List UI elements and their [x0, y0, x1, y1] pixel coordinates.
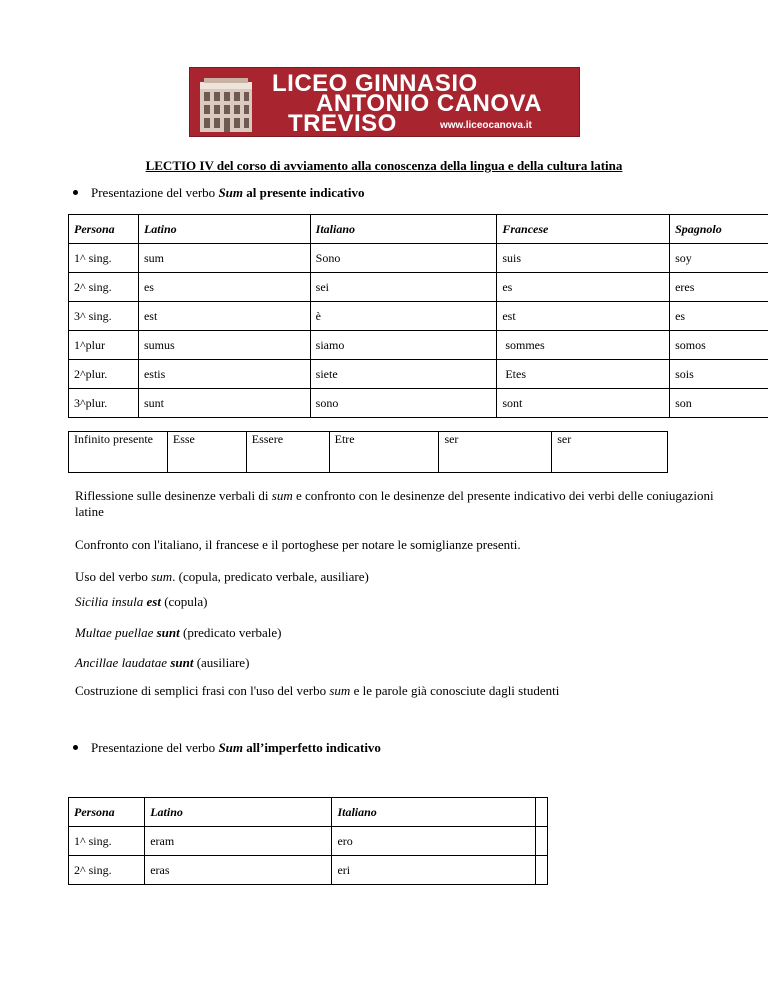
infinito-cell: ser	[439, 432, 552, 473]
table-cell: siete	[310, 360, 497, 389]
table-cell: sono	[310, 389, 497, 418]
table-cell: sont	[497, 389, 670, 418]
table-cell: sum	[138, 244, 310, 273]
banner-line1: LICEO GINNASIO	[272, 70, 478, 97]
table-row	[69, 331, 768, 360]
table-cell: es	[670, 302, 768, 331]
example-ausiliare: Ancillae laudatae sunt (ausiliare)	[75, 655, 250, 670]
column-header: Italiano	[310, 215, 497, 244]
table-header-row	[69, 215, 768, 244]
banner-line2: ANTONIO CANOVA	[316, 90, 543, 117]
table-cell: est	[497, 302, 670, 331]
table-row	[69, 856, 548, 885]
column-header	[536, 798, 548, 827]
table-cell: eram	[145, 827, 332, 856]
paragraph-confronto: Confronto con l'italiano, il francese e il portoghese per notare le somiglianze presenti.	[75, 537, 521, 552]
column-header: Latino	[145, 798, 332, 827]
building-icon	[198, 74, 254, 132]
table-sum-imperfetto	[68, 797, 548, 885]
paragraph-uso: Uso del verbo sum. (copula, predicato verbale, ausiliare)	[75, 569, 369, 584]
table-row	[69, 360, 768, 389]
table-cell: siamo	[310, 331, 497, 360]
table-cell: eres	[670, 273, 768, 302]
column-header: Spagnolo	[670, 215, 768, 244]
column-header: Persona	[69, 798, 145, 827]
infinito-label: Infinito presente	[69, 432, 168, 473]
column-header: Francese	[497, 215, 670, 244]
table-cell: suis	[497, 244, 670, 273]
table-cell: eras	[145, 856, 332, 885]
table-header-row	[69, 798, 548, 827]
infinito-cell: Esse	[167, 432, 246, 473]
table-cell: Etes	[497, 360, 670, 389]
infinito-cell: Essere	[246, 432, 329, 473]
example-copula: Sicilia insula est (copula)	[75, 594, 208, 609]
table-cell: soy	[670, 244, 768, 273]
table-cell	[536, 827, 548, 856]
table-cell: sunt	[138, 389, 310, 418]
table-cell: 2^ sing.	[69, 273, 139, 302]
table-cell: 2^plur.	[69, 360, 139, 389]
table-row	[69, 302, 768, 331]
table-cell	[536, 856, 548, 885]
table-cell: sommes	[497, 331, 670, 360]
table-cell: Sono	[310, 244, 497, 273]
paragraph-riflessione: Riflessione sulle desinenze verbali di sum e confronto con le desinenze del presente indicativo dei verbi delle coniugazioni latine	[75, 488, 714, 519]
table-cell: 1^ sing.	[69, 827, 145, 856]
table-row	[69, 827, 548, 856]
table-cell: 3^plur.	[69, 389, 139, 418]
table-cell: es	[497, 273, 670, 302]
table-cell: est	[138, 302, 310, 331]
banner-url: www.liceocanova.it	[440, 120, 532, 131]
table-cell: 1^plur	[69, 331, 139, 360]
paragraph-costruzione: Costruzione di semplici frasi con l'uso del verbo sum e le parole già conosciute dagli studenti	[75, 683, 560, 698]
column-header: Latino	[138, 215, 310, 244]
table-sum-presente	[68, 214, 768, 418]
lesson-title: LECTIO IV del corso di avviamento alla conoscenza della lingua e della cultura latina	[145, 158, 623, 173]
table-cell: son	[670, 389, 768, 418]
table-row	[69, 273, 768, 302]
table-row	[69, 389, 768, 418]
school-banner-logo	[189, 67, 580, 137]
column-header: Persona	[69, 215, 139, 244]
table-cell: 2^ sing.	[69, 856, 145, 885]
table-infinito	[68, 431, 668, 473]
column-header: Italiano	[332, 798, 536, 827]
table-cell: è	[310, 302, 497, 331]
infinito-cell: Etre	[329, 432, 439, 473]
table-cell: sei	[310, 273, 497, 302]
table-cell: ero	[332, 827, 536, 856]
infinito-cell: ser	[552, 432, 668, 473]
table-cell: 1^ sing.	[69, 244, 139, 273]
table-cell: 3^ sing.	[69, 302, 139, 331]
example-predicato: Multae puellae sunt (predicato verbale)	[75, 625, 282, 640]
bullet-icon	[73, 190, 78, 195]
banner-line3: TREVISO	[288, 110, 397, 137]
table-cell: sumus	[138, 331, 310, 360]
table-cell: es	[138, 273, 310, 302]
table-cell: estis	[138, 360, 310, 389]
table-cell: sois	[670, 360, 768, 389]
bullet-icon	[73, 745, 78, 750]
table-cell: somos	[670, 331, 768, 360]
table-row	[69, 244, 768, 273]
table-cell: eri	[332, 856, 536, 885]
